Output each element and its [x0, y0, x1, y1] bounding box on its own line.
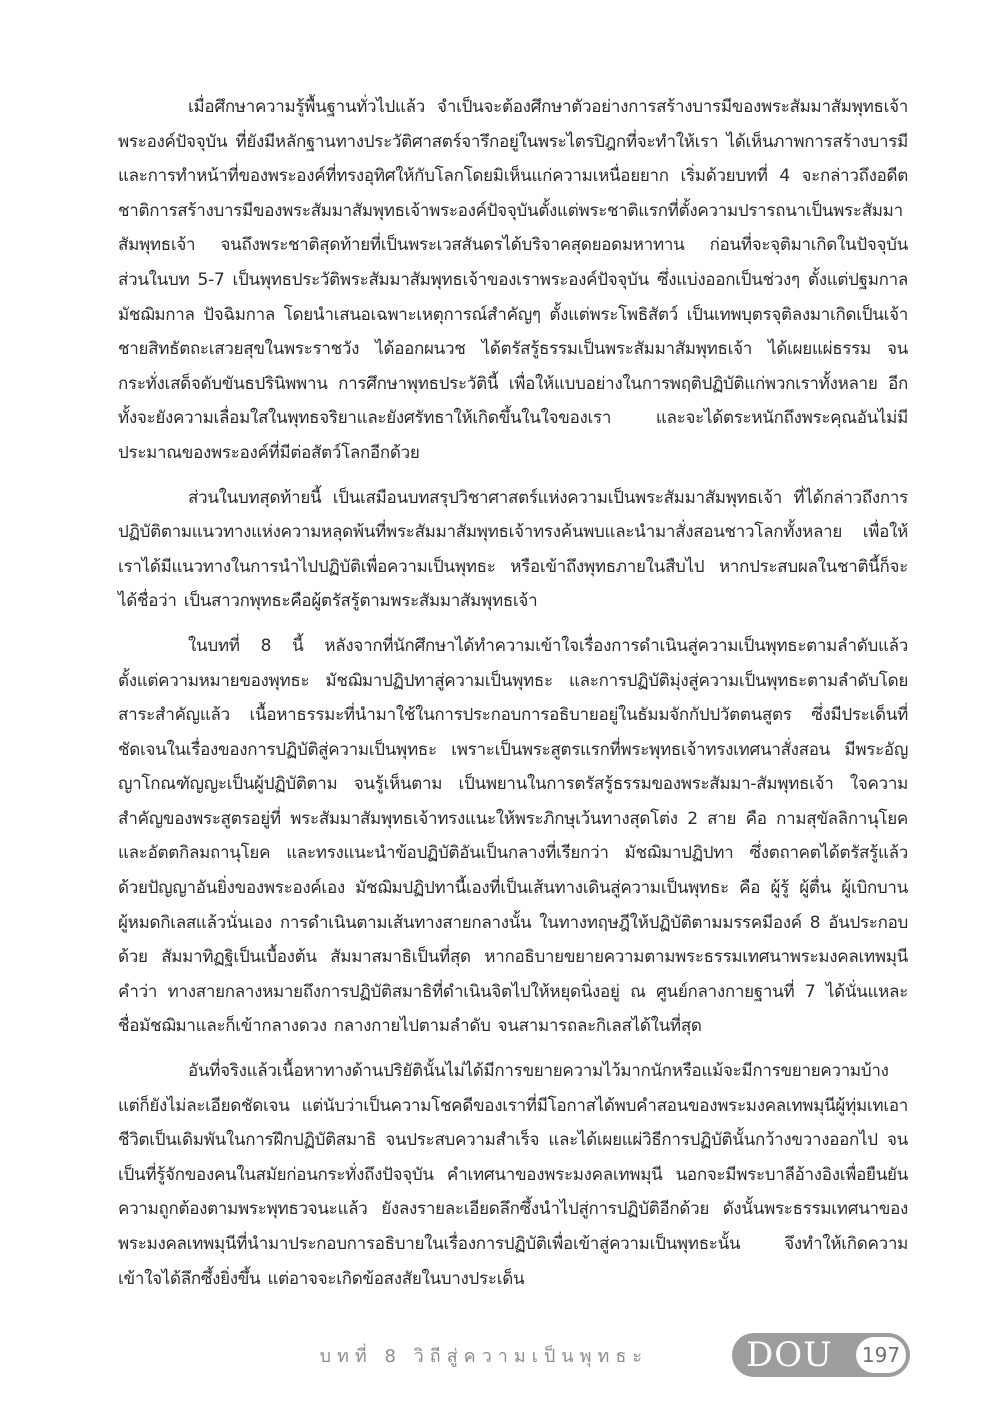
chapter-title: บทที่ 8 วิถีสู่ความเป็นพุทธะ [319, 1346, 648, 1367]
paragraph-4: อันที่จริงแล้วเนื้อหาทางด้านปริยัตินั้นไม่ได้มีการขยายความไว้มากนักหรือแม้จะมีการขยายความบ้างแต่ก็ยังไม่ละเอียดชัดเจน แต่นับว่าเป็นความโชคดีของเราที่มีโอกาสได้พบคำสอนของพระมงคลเทพมุนีผู้ทุ่มเทเอาชีวิตเป็นเดิมพันในการฝึกปฏิบัติสมาธิ จนประสบความสำเร็จ และได้เผยแผ่วิธีการปฏิบัตินั้นกว้างขวางออกไป จนเป็นที่รู้จักของคนในสมัยก่อนกระทั่งถึงปัจจุบัน คำเทศนาของพระมงคลเทพมุนี นอกจะมีพระบาลีอ้างอิงเพื่อยืนยันความถูกต้องตามพระพุทธวจนะแล้ว ยังลงรายละเอียดลึกซึ้งนำไปสู่การปฏิบัติอีกด้วย ดังนั้นพระธรรมเทศนาของพระมงคลเทพมุนีที่นำมาประกอบการอธิบายในเรื่องการปฏิบัติเพื่อเข้าสู่ความเป็นพุทธะนั้น จึงทำให้เกิดความเข้าใจได้ลึกซึ้งยิ่งขึ้น แต่อาจจะเกิดข้อสงสัยในบางประเด็น [118, 1061, 908, 1289]
page-body [118, 90, 908, 1306]
paragraph-3: ในบทที่ 8 นี้ หลังจากที่นักศึกษาได้ทำความเข้าใจเรื่องการดำเนินสู่ความเป็นพุทธะตามลำดับแล้ว ตั้งแต่ความหมายของพุทธะ มัชฌิมาปฏิปทาสู่ความเป็นพุทธะ และการปฏิบัติมุ่งสู่ความเป็นพุทธะตามลำดับโดยสาระสำคัญแล้ว เนื้อหาธรรมะที่นำมาใช้ในการประกอบการอธิบายอยู่ในธัมมจักกัปปวัตตนสูตร ซึ่งมีประเด็นที่ชัดเจนในเรื่องของการปฏิบัติสู่ความเป็นพุทธะ เพราะเป็นพระสูตรแรกที่พระพุทธเจ้าทรงเทศนาสั่งสอน มีพระอัญญาโกณฑัญญะเป็นผู้ปฏิบัติตาม จนรู้เห็นตาม เป็นพยานในการตรัสรู้ธรรมของพระสัมมา-สัมพุทธเจ้า ใจความสำคัญของพระสูตรอยู่ที่ พระสัมมาสัมพุทธเจ้าทรงแนะให้พระภิกษุเว้นทางสุดโต่ง 2 สาย คือ กามสุขัลลิกานุโยค และอัตตกิลมถานุโยค และทรงแนะนำข้อปฏิบัติอันเป็นกลางที่เรียกว่า มัชฌิมาปฏิปทา ซึ่งตถาคตได้ตรัสรู้แล้ว ด้วยปัญญาอันยิ่งของพระองค์เอง มัชฌิมปฏิปทานี้เองที่เป็นเส้นทางเดินสู่ความเป็นพุทธะ คือ ผู้รู้ ผู้ตื่น ผู้เบิกบาน ผู้หมดกิเลสแล้วนั่นเอง การดำเนินตามเส้นทางสายกลางนั้น ในทางทฤษฎีให้ปฏิบัติตามมรรคมีองค์ 8 อันประกอบด้วย สัมมาทิฏฐิเป็นเบื้องต้น สัมมาสมาธิเป็นที่สุด หากอธิบายขยายความตามพระธรรมเทศนาพระมงคลเทพมุนี คำว่า ทางสายกลางหมายถึงการปฏิบัติสมาธิที่ดำเนินจิตไปให้หยุดนิ่งอยู่ ณ ศูนย์กลางกายฐานที่ 7 ได้นั่นแหละชื่อมัชฌิมาและก็เข้ากลางดวง กลางกายไปตามลำดับ จนสามารถละกิเลสได้ในที่สุด [118, 635, 908, 1037]
paragraph-1: เมื่อศึกษาความรู้พื้นฐานทั่วไปแล้ว จำเป็นจะต้องศึกษาตัวอย่างการสร้างบารมีของพระสัมมาสัมพุทธเจ้าพระองค์ปัจจุบัน ที่ยังมีหลักฐานทางประวัติศาสตร์จารึกอยู่ในพระไตรปิฎกที่จะทำให้เรา ได้เห็นภาพการสร้างบารมี และการทำหน้าที่ของพระองค์ที่ทรงอุทิศให้กับโลกโดยมิเห็นแก่ความเหนื่อยยาก เริ่มด้วยบทที่ 4 จะกล่าวถึงอดีตชาติการสร้างบารมีของพระสัมมาสัมพุทธเจ้าพระองค์ปัจจุบันตั้งแต่พระชาติแรกที่ตั้งความปรารถนาเป็นพระสัมมาสัมพุทธเจ้า จนถึงพระชาติสุดท้ายที่เป็นพระเวสสันดรได้บริจาคสุดยอดมหาทาน ก่อนที่จะจุติมาเกิดในปัจจุบัน ส่วนในบท 5-7 เป็นพุทธประวัติพระสัมมาสัมพุทธเจ้าของเราพระองค์ปัจจุบัน ซึ่งแบ่งออกเป็นช่วงๆ ตั้งแต่ปฐมกาล มัชฌิมกาล ปัจฉิมกาล โดยนำเสนอเฉพาะเหตุการณ์สำคัญๆ ตั้งแต่พระโพธิสัตว์ เป็นเทพบุตรจุติลงมาเกิดเป็นเจ้าชายสิทธัตถะเสวยสุขในพระราชวัง ได้ออกผนวช ได้ตรัสรู้ธรรมเป็นพระสัมมาสัมพุทธเจ้า ได้เผยแผ่ธรรม จนกระทั่งเสด็จดับขันธปรินิพพาน การศึกษาพุทธประวัตินี้ เพื่อให้แบบอย่างในการพฤติปฏิบัติแก่พวกเราทั้งหลาย อีกทั้งจะยังความเลื่อมใสในพุทธจริยาและยังศรัทธาให้เกิดขึ้นในใจของเรา และจะได้ตระหนักถึงพระคุณอันไม่มีประมาณของพระองค์ที่มีต่อสัตว์โลกอีกด้วย [118, 97, 908, 463]
footer-badge [732, 1333, 910, 1377]
page-footer [319, 1333, 910, 1379]
paragraph-2: ส่วนในบทสุดท้ายนี้ เป็นเสมือนบทสรุปวิชาศาสตร์แห่งความเป็นพระสัมมาสัมพุทธเจ้า ที่ได้กล่าวถึงการปฏิบัติตามแนวทางแห่งความหลุดพ้นที่พระสัมมาสัมพุทธเจ้าทรงค้นพบและนำมาสั่งสอนชาวโลกทั้งหลาย เพื่อให้เราได้มีแนวทางในการนำไปปฏิบัติเพื่อความเป็นพุทธะ หรือเข้าถึงพุทธภายในสืบไป หากประสบผลในชาตินี้ก็จะได้ชื่อว่า เป็นสาวกพุทธะคือผู้ตรัสรู้ตามพระสัมมาสัมพุทธเจ้า [118, 487, 908, 612]
dou-logo: DOU [746, 1335, 833, 1375]
page-number: 197 [856, 1337, 906, 1373]
